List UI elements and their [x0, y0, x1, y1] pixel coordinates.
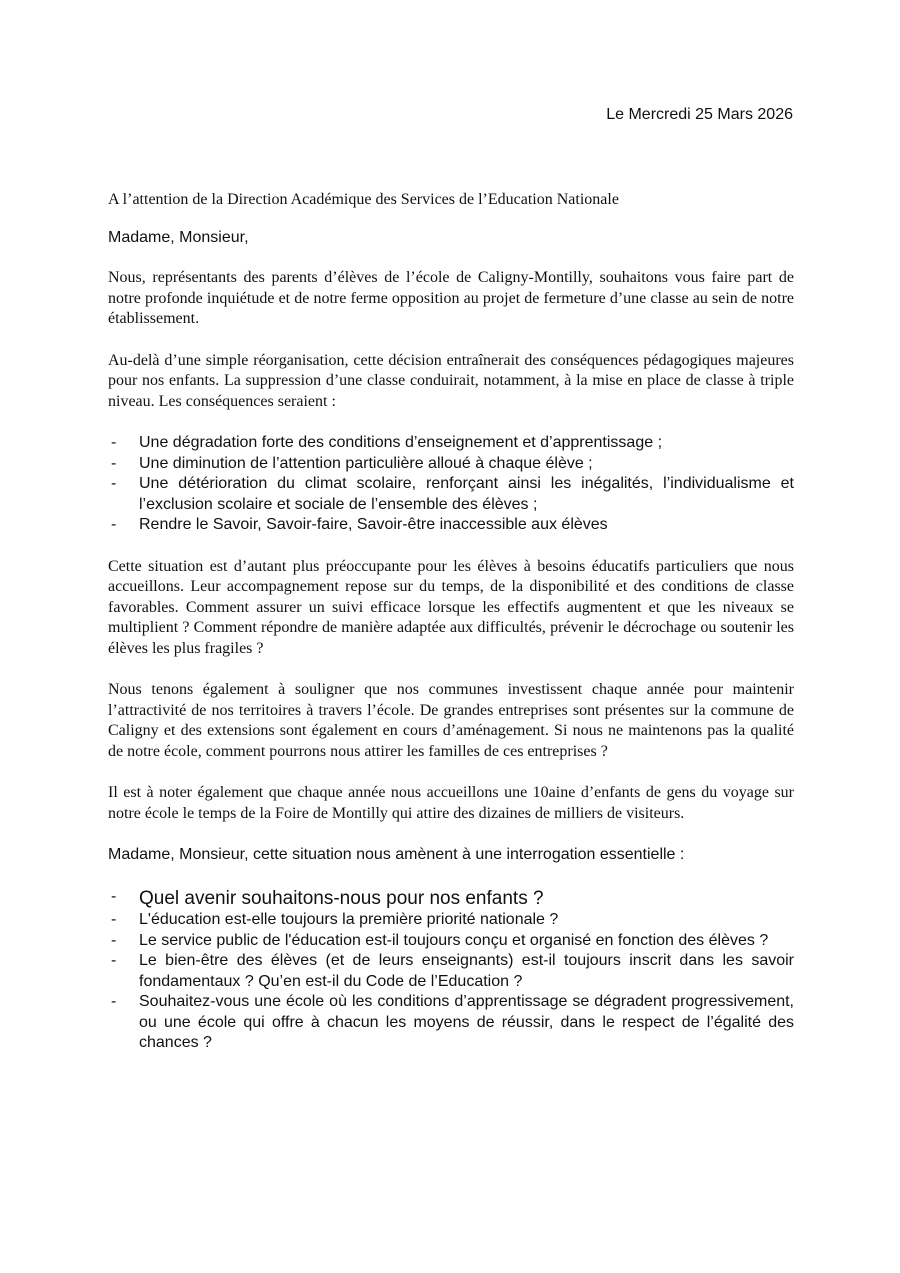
- paragraph-question-intro: Madame, Monsieur, cette situation nous amènent à une interrogation essentielle :: [108, 846, 685, 863]
- dash-bullet: -: [111, 952, 117, 969]
- list-item-text: Une détérioration du climat scolaire, renforçant ainsi les inégalités, l’individualisme et l’exclusion scolaire et sociale de l’ensemble des élèves ;: [139, 475, 794, 513]
- salutation: Madame, Monsieur,: [108, 228, 249, 246]
- dash-bullet: -: [111, 931, 117, 949]
- list-item-text: Le bien-être des élèves (et de leurs enseignants) est-il toujours inscrit dans les savoir fondamentaux ? Qu’en est-il du Code de l’Education ?: [139, 952, 794, 990]
- paragraph-introduction: Nous, représentants des parents d’élèves de l’école de Caligny-Montilly, souhaitons vous faire part de notre profonde inquiétude et de notre ferme opposition au projet de fermeture d’une classe au sein de notre établissement.: [108, 269, 794, 327]
- list-item: [108, 474, 794, 515]
- list-item: [108, 454, 794, 475]
- list-item-text: L'éducation est-elle toujours la première priorité nationale ?: [139, 911, 559, 928]
- dash-bullet: -: [111, 993, 117, 1010]
- consequences-list: [108, 433, 794, 536]
- paragraph-communes: Nous tenons également à souligner que nos communes investissent chaque année pour maintenir l’attractivité de nos territoires à travers l’école. De grandes entreprises sont présentes sur la commune de Caligny et des extensions sont également en cours d’aménagement. Si nous ne maintenons pas la qualité de notre école, comment pourrons nous attirer les familles de ces entreprises ?: [108, 681, 794, 760]
- list-item: [108, 931, 794, 952]
- list-item: [108, 433, 794, 454]
- dash-bullet: -: [111, 475, 117, 492]
- questions-list: [108, 887, 794, 1054]
- dash-bullet: -: [111, 911, 117, 928]
- list-item-text: Une diminution de l’attention particulière alloué à chaque élève ;: [139, 454, 593, 472]
- letter-body: [108, 190, 794, 1075]
- dash-bullet: -: [111, 434, 117, 451]
- paragraph-consequences-intro: Au-delà d’une simple réorganisation, cette décision entraînerait des conséquences pédagogiques majeures pour nos enfants. La suppression d’une classe conduirait, notamment, à la mise en place de classe à triple niveau. Les conséquences seraient :: [108, 351, 794, 410]
- list-item: [108, 910, 794, 931]
- dash-bullet: -: [111, 516, 117, 533]
- paragraph-special-needs: Cette situation est d’autant plus préoccupante pour les élèves à besoins éducatifs particuliers que nous accueillons. Leur accompagnement repose sur du temps, de la disponibilité et des conditions de classe favorables. Comment assurer un suivi efficace lorsque les effectifs augmentent et que les niveaux se multiplient ? Comment répondre de manière adaptée aux difficultés, prévenir le décrochage ou soutenir les élèves les plus fragiles ?: [108, 557, 794, 657]
- list-item: [108, 515, 794, 536]
- addressee-line: A l’attention de la Direction Académique des Services de l’Education Nationale: [108, 191, 619, 208]
- list-item-text: Quel avenir souhaitons-nous pour nos enfants ?: [139, 887, 544, 909]
- list-item-text: Une dégradation forte des conditions d’enseignement et d’apprentissage ;: [139, 434, 663, 451]
- list-item-text: Souhaitez-vous une école où les conditions d’apprentissage se dégradent progressivement, ou une école qui offre à chacun les moyens de réussir, dans le respect de l’égalité des chances ?: [139, 993, 794, 1051]
- list-item-text: Le service public de l'éducation est-il toujours conçu et organisé en fonction des élèves ?: [139, 931, 769, 949]
- letter-date: Le Mercredi 25 Mars 2026: [606, 106, 793, 123]
- dash-bullet: -: [111, 887, 117, 905]
- list-item: [108, 887, 794, 911]
- list-item: [108, 992, 794, 1054]
- list-item: [108, 951, 794, 992]
- list-item-text: Rendre le Savoir, Savoir-faire, Savoir-être inaccessible aux élèves: [139, 516, 608, 533]
- dash-bullet: -: [111, 454, 117, 472]
- paragraph-travellers: Il est à noter également que chaque année nous accueillons une 10aine d’enfants de gens du voyage sur notre école le temps de la Foire de Montilly qui attire des dizaines de milliers de visiteurs.: [108, 784, 794, 822]
